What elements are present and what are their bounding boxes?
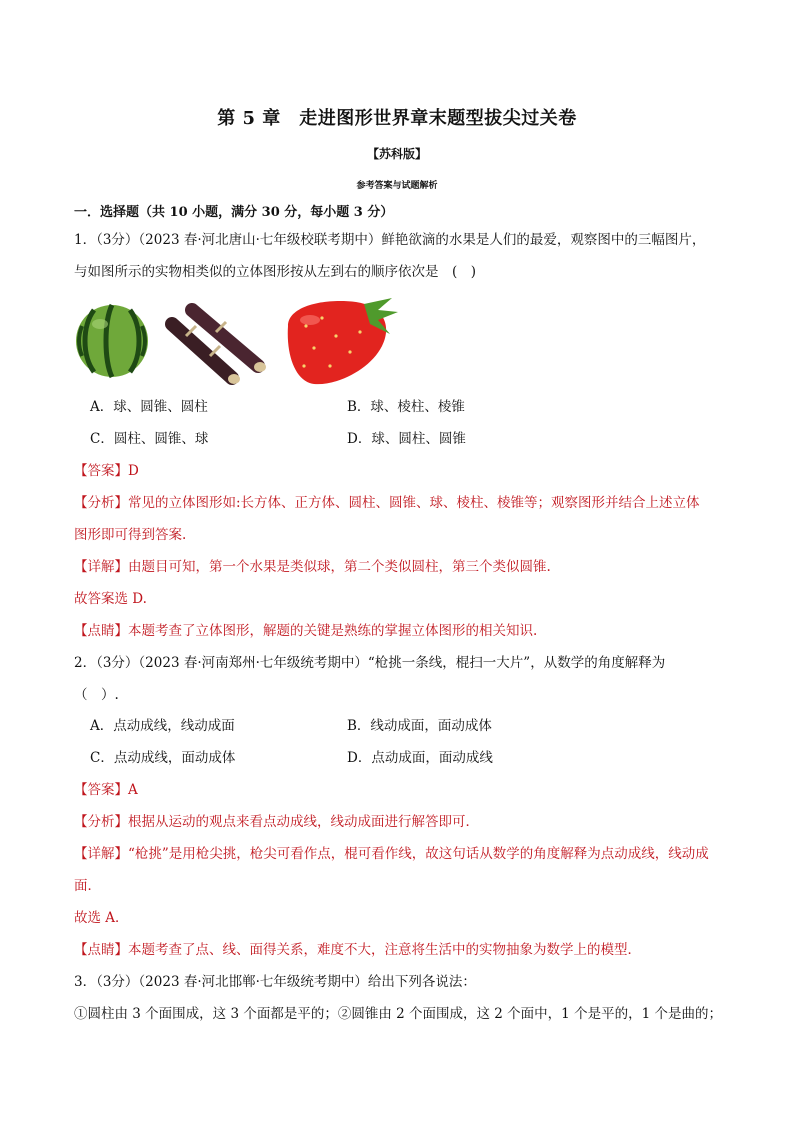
q1-comment-text: 本题考查了立体图形，解题的关键是熟练的掌握立体图形的相关知识. <box>128 623 538 639</box>
q2-answer <box>74 780 138 800</box>
edition-label: 【苏科版】 <box>366 147 427 161</box>
q2-detail-line2: 面． <box>74 878 101 894</box>
q2-option-c: C．点动成线，面动成体 <box>90 750 236 766</box>
q2-comment-text: 本题考查了点、线、面得关系，难度不大，注意将生活中的实物抽象为数学上的模型． <box>128 942 641 958</box>
q1-detail-line2: 故答案选 D. <box>74 591 147 607</box>
q2-detail-text: “枪挑”是用枪尖挑，枪尖可看作点，棍可看作线，故这句话从数学的角度解释为点动成线，线动成 <box>128 846 709 862</box>
section-heading: 一．选择题（共 10 小题，满分 30 分，每小题 3 分） <box>74 205 394 220</box>
q1-answer-tag: 【答案】 <box>74 463 128 479</box>
q2-analysis-tag: 【分析】 <box>74 814 128 830</box>
q1-option-c: C．圆柱、圆锥、球 <box>90 431 209 447</box>
q2-stem-line2: （ ）. <box>74 687 119 703</box>
sugarcane-image <box>172 310 266 384</box>
q2-option-a: A．点动成线，线动成面 <box>90 718 235 734</box>
q2-detail <box>74 844 709 864</box>
watermelon-image <box>76 305 148 377</box>
fruit-pictures <box>74 296 404 388</box>
q1-comment-tag: 【点睛】 <box>74 623 128 639</box>
q3-stem-line2: ①圆柱由 3 个面围成，这 3 个面都是平的；②圆锥由 2 个面围成，这 2 个面中，1 个是平的，1 个是曲的； <box>74 1006 722 1022</box>
q1-detail <box>74 557 551 577</box>
q2-analysis <box>74 812 479 832</box>
answer-caption: 参考答案与试题解析 <box>356 181 438 191</box>
q2-analysis-text: 根据从运动的观点来看点动成线，线动成面进行解答即可． <box>128 814 479 830</box>
q1-comment <box>74 621 537 641</box>
q1-option-d: D．球、圆柱、圆锥 <box>347 431 466 447</box>
strawberry-image <box>288 298 398 384</box>
q2-detail-tag: 【详解】 <box>74 846 128 862</box>
q2-answer-tag: 【答案】 <box>74 782 128 798</box>
q3-stem-line1: 3．（3分）（2023 春·河北邯郸·七年级统考期中）给出下列各说法： <box>74 974 476 990</box>
q2-detail-line3: 故选 A． <box>74 910 129 926</box>
q1-analysis-text: 常见的立体图形如:长方体、正方体、圆柱、圆锥、球、棱柱、棱锥等；观察图形并结合上述立体 <box>128 495 700 511</box>
q1-answer-value: D <box>128 463 139 479</box>
q2-option-b: B．线动成面，面动成体 <box>347 718 492 734</box>
q1-option-b: B．球、棱柱、棱锥 <box>347 399 465 415</box>
q1-analysis-tag: 【分析】 <box>74 495 128 511</box>
q1-answer <box>74 461 139 481</box>
q2-answer-value: A <box>128 782 138 798</box>
q2-stem-line1: 2．（3分）（2023 春·河南郑州·七年级统考期中）“枪挑一条线，棍扫一大片”，从数学的角度解释为 <box>74 655 666 671</box>
q2-comment <box>74 940 641 960</box>
q1-detail-tag: 【详解】 <box>74 559 128 575</box>
q1-stem-line1: 1．（3分）（2023 春·河北唐山·七年级校联考期中）鲜艳欲滴的水果是人们的最爱，观察图中的三幅图片， <box>74 232 706 248</box>
q1-stem-line2: 与如图所示的实物相类似的立体图形按从左到右的顺序依次是 ( ) <box>74 264 477 280</box>
q1-analysis-line2: 图形即可得到答案. <box>74 527 187 543</box>
q1-analysis <box>74 493 700 513</box>
q2-comment-tag: 【点睛】 <box>74 942 128 958</box>
page-title: 第 5 章 走进图形世界章末题型拔尖过关卷 <box>217 108 577 129</box>
q1-detail-text: 由题目可知，第一个水果是类似球，第二个类似圆柱，第三个类似圆锥. <box>128 559 551 575</box>
q1-option-a: A．球、圆锥、圆柱 <box>90 399 208 415</box>
q2-option-d: D．点动成面，面动成线 <box>347 750 493 766</box>
